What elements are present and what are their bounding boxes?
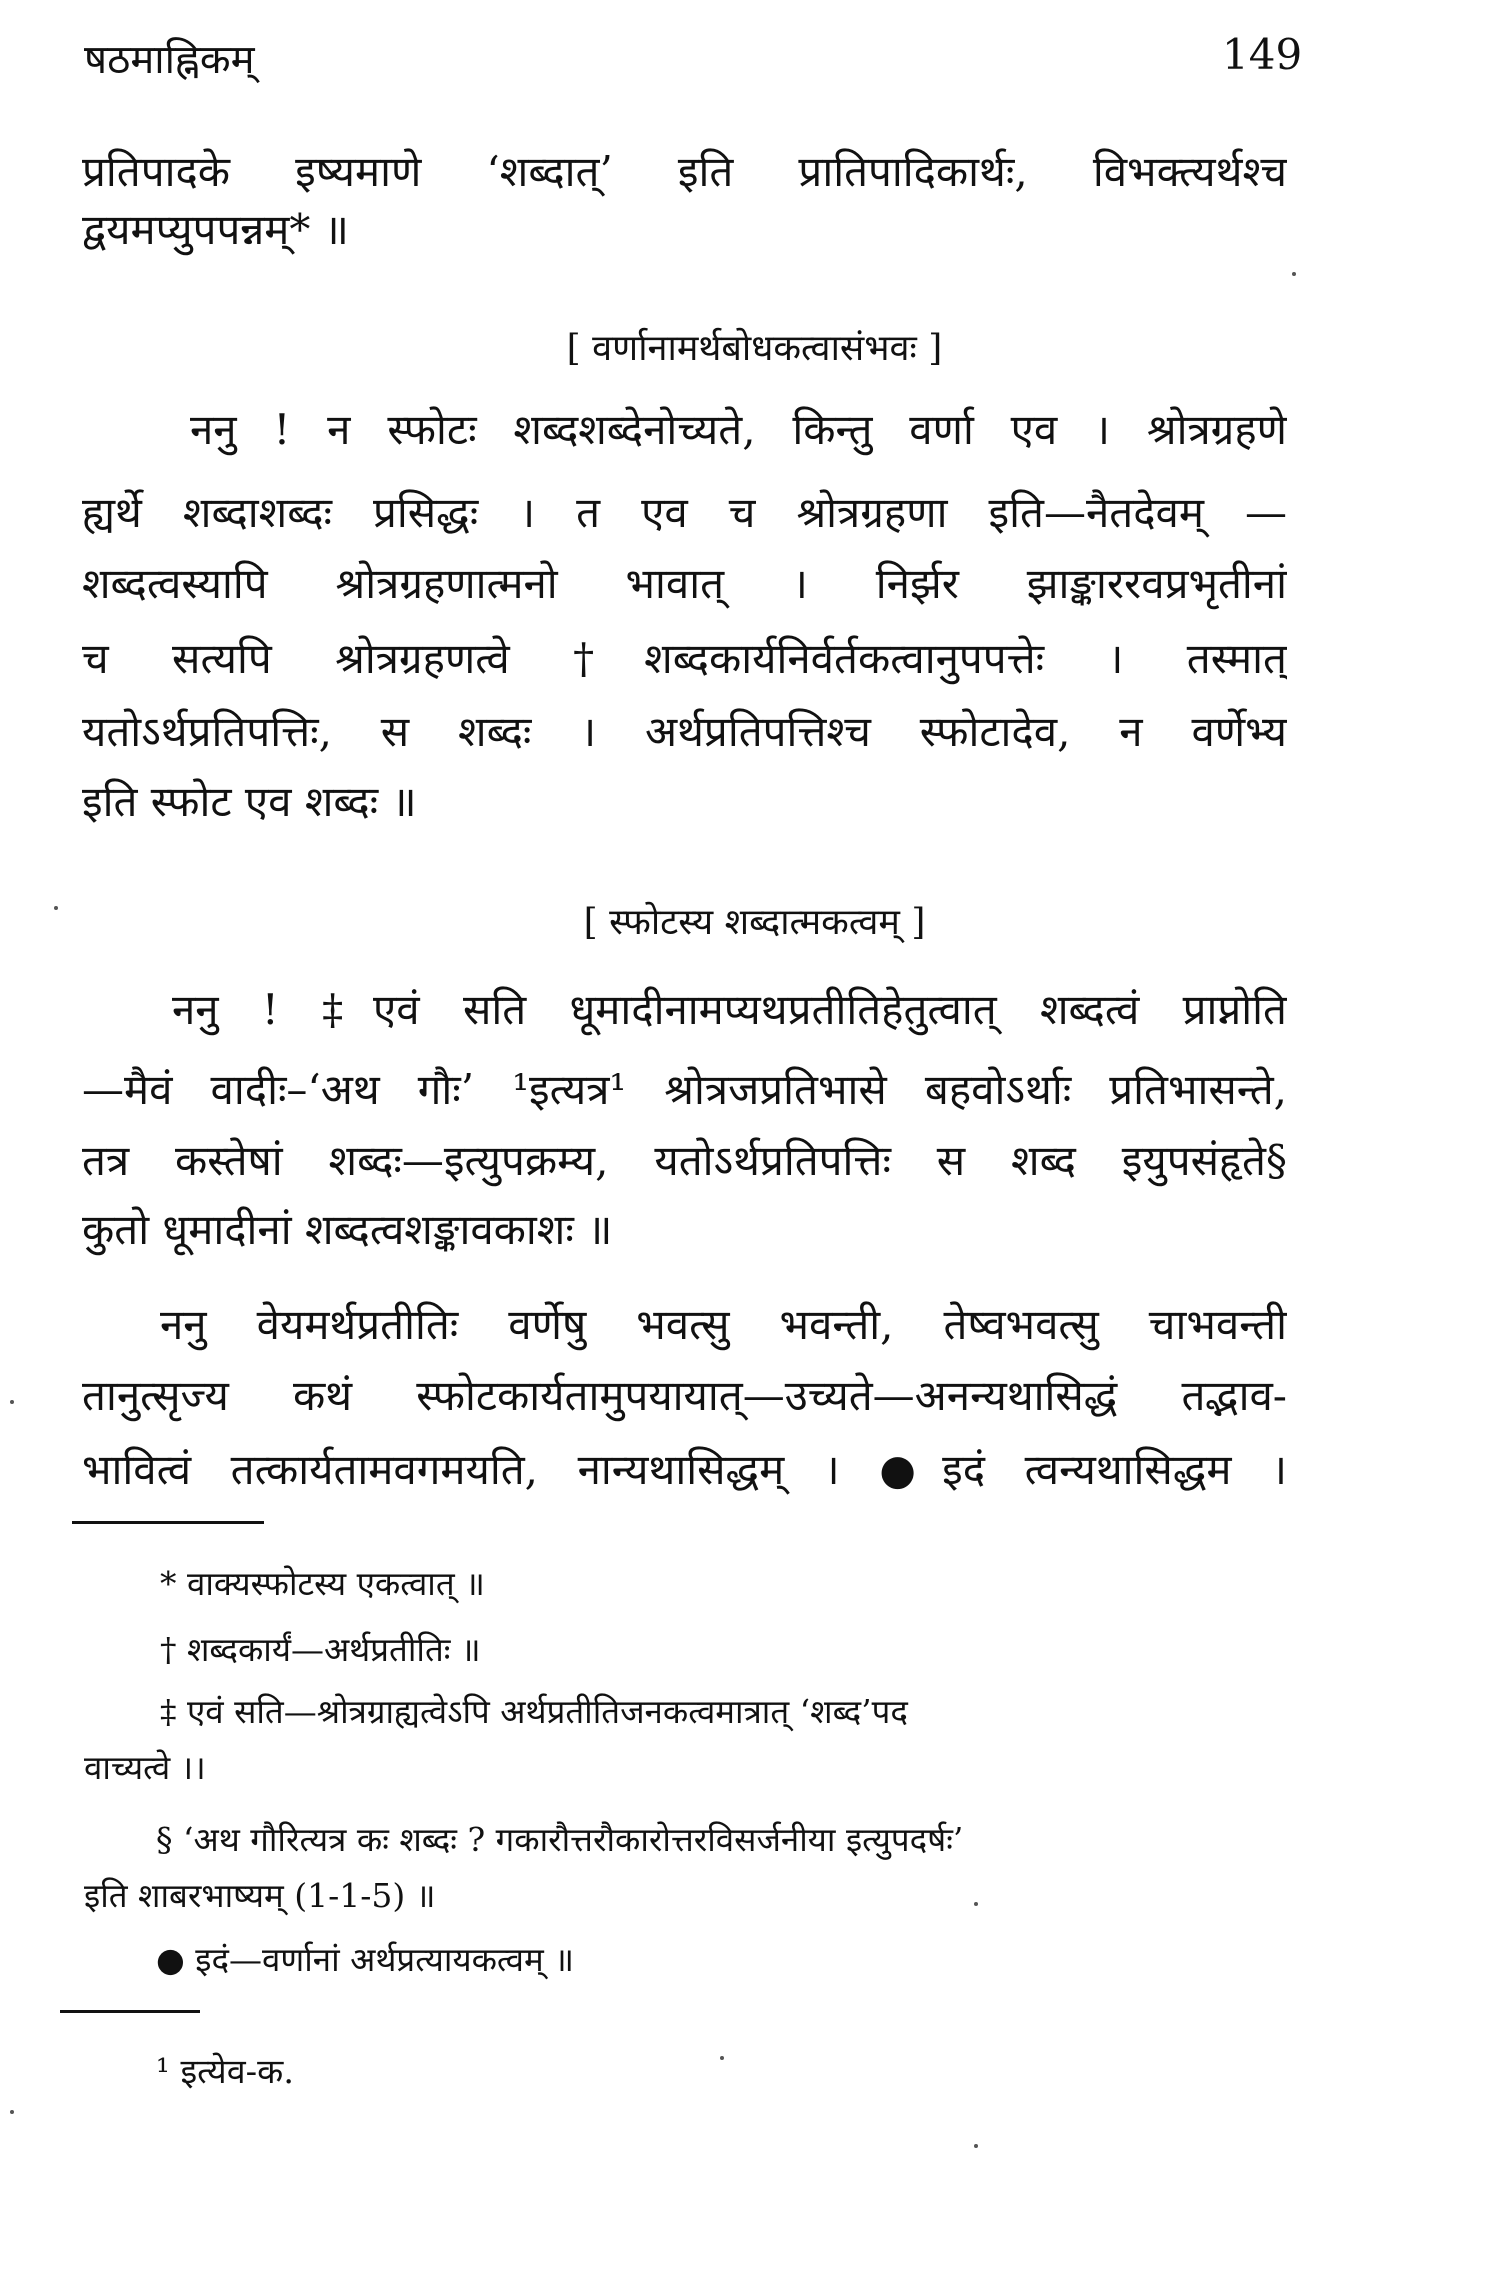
scan-speck [10,2110,14,2114]
footnote: ‡ एवं सति—श्रोत्रग्राह्यत्वेऽपि अर्थप्रतीतिजनकत्वमात्रात् ‘शब्द’पद [160,1692,908,1731]
text-line: —मैवं वादीः–‘अथ गौः’ ¹इत्यत्र¹ श्रोत्रजप्रतिभासे बहवोऽर्थाः प्रतिभासन्ते, [82,1065,1287,1114]
running-title: षठमाह्निकम् [84,37,255,83]
text-line: तत्र कस्तेषां शब्दः—इत्युपक्रम्य, यतोऽर्थप्रतिपत्तिः स शब्द इयुपसंहृते§ [82,1136,1287,1185]
text-line: द्वयमप्युपपन्नम्* ॥ [82,205,349,254]
variant-note-rule [60,2010,200,2013]
text-line: भावित्वं तत्कार्यतामवगमयति, नान्यथासिद्धम् । ●इदं त्वन्यथासिद्धम । [82,1445,1287,1494]
section-heading: [ वर्णानामर्थबोधकत्वासंभवः ] [566,328,943,369]
footnote: † शब्दकार्यं—अर्थप्रतीतिः ॥ [160,1630,481,1669]
text-line: कुतो धूमादीनां शब्दत्वशङ्कावकाशः ॥ [82,1205,613,1254]
footnote-continuation: वाच्यत्वे ।। [84,1748,206,1787]
text-line: ननु ! न स्फोटः शब्दशब्देनोच्यते, किन्तु वर्णा एव । श्रोत्रग्रहणे [190,405,1287,454]
text-line: इति स्फोट एव शब्दः ॥ [82,777,417,826]
page-number: 149 [1222,30,1303,79]
footnote: § ‘अथ गौरित्यत्र कः शब्दः ? गकारौत्तरौकारोत्तरविसर्जनीया इत्युपदर्षः’ [156,1820,964,1859]
text-line: तानुत्सृज्य कथं स्फोटकार्यतामुपयायात्—उच्यते—अनन्यथासिद्धं तद्भाव- [82,1371,1287,1420]
footnote-continuation: इति शाबरभाष्यम् (1-1-5) ॥ [84,1876,436,1915]
footnote: * वाक्यस्फोटस्य एकत्वात् ॥ [160,1564,485,1603]
scan-speck [1292,272,1296,276]
scan-speck [10,1400,14,1404]
footnote: ● इदं—वर्णानां अर्थप्रत्यायकत्वम् ॥ [156,1940,575,1979]
text-line: ह्यर्थे शब्दाशब्दः प्रसिद्धः । त एव च श्रोत्रग्रहणा इति—नैतदेवम् — [82,488,1287,537]
scan-speck [974,1902,978,1906]
footnote-rule [72,1521,264,1524]
scan-speck [54,906,58,910]
text-line: यतोऽर्थप्रतिपत्तिः, स शब्दः । अर्थप्रतिपत्तिश्च स्फोटादेव, न वर्णेभ्य [82,707,1287,756]
text-line: च सत्यपि श्रोत्रग्रहणत्वे †शब्दकार्यनिर्वर्तकत्वानुपपत्तेः । तस्मात् [82,634,1287,683]
variant-note: ¹ इत्येव-क. [156,2052,295,2092]
section-heading: [ स्फोटस्य शब्दात्मकत्वम् ] [583,902,926,943]
scan-speck [720,2056,724,2060]
text-line: प्रतिपादके इष्यमाणे ‘शब्दात्’ इति प्रातिपादिकार्थः, विभक्त्यर्थश्च [82,147,1287,196]
text-line: शब्दत्वस्यापि श्रोत्रग्रहणात्मनो भावात् । निर्झर झाङ्काररवप्रभृतीनां [82,559,1287,608]
scan-speck [974,2144,978,2148]
text-line: ननु वेयमर्थप्रतीतिः वर्णेषु भवत्सु भवन्ती, तेष्वभवत्सु चाभवन्ती [160,1300,1287,1349]
text-line: ननु ! ‡एवं सति धूमादीनामप्यथप्रतीतिहेतुत्वात् शब्दत्वं प्राप्नोति [172,985,1287,1034]
